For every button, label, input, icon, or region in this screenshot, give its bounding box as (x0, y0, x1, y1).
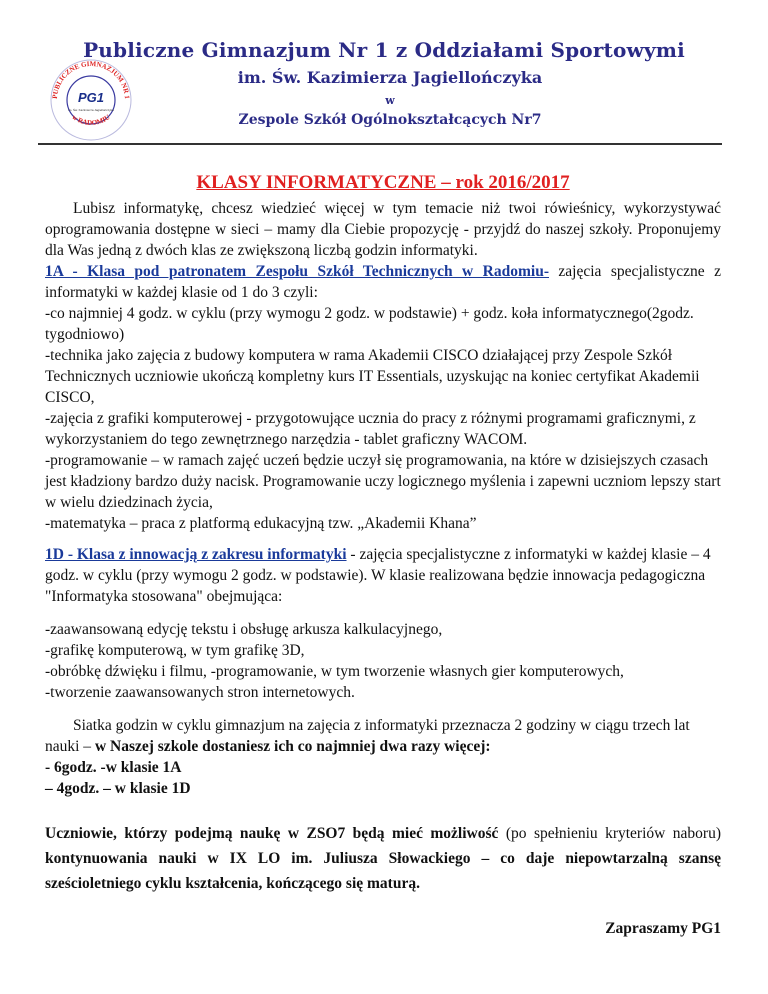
class-1d-link[interactable]: 1D - Klasa z innowacją z zakresu informatyki (45, 546, 347, 563)
class-1d-heading (45, 544, 721, 607)
logo-ring-bottom: w RADOMIU (70, 113, 112, 128)
final-paragraph (45, 821, 721, 896)
page-header (0, 0, 768, 150)
class-1d-item: -grafikę komputerową, w tym grafikę 3D, (45, 642, 305, 659)
class-1d-item: -obróbkę dźwięku i filmu, -programowanie, w tym tworzenie własnych gier komputerowych, (45, 663, 624, 680)
hours-bold: w Naszej szkole dostaniesz ich co najmniej dwa razy więcej: (94, 738, 491, 755)
hours-1d: – 4godz. – w klasie 1D (45, 780, 191, 797)
class-1a-text: zajęcia specjalistyczne z informatyki w każdej klasie od 1 do 3 czyli: (45, 263, 721, 301)
class-1d-text: - zajęcia specjalistyczne z informatyki w każdej klasie – 4 godz. w cyklu (przy wymogu 2 godz. w podstawie). W klasie realizowana będzie innowacja pedagogiczna "Informatyka stosowana" obejmująca: (45, 546, 711, 605)
class-1a-item: -co najmniej 4 godz. w cyklu (przy wymogu 2 godz. w podstawie) + godz. koła informatycznego(2godz. tygodniowo) (45, 305, 694, 343)
logo-center: PG1 (77, 90, 105, 105)
document-body (45, 172, 721, 938)
school-patron: im. Św. Kazimierza Jagiellończyka (237, 68, 543, 87)
class-1d-item: -zaawansowaną edycję tekstu i obsługę arkusza kalkulacyjnego, (45, 621, 443, 638)
hours-paragraph (45, 715, 721, 757)
class-1a-link[interactable]: 1A - Klasa pod patronatem Zespołu Szkół Technicznych w Radomiu- (45, 263, 549, 280)
class-1a-item: -technika jako zajęcia z budowy komputera w rama Akademii CISCO działającej przy Zespole Szkół Technicznych uczniowie ukończą kompletny kurs IT Essentials, uzyskując na koniec certyfikat Akademii CISCO, (45, 347, 700, 406)
class-1a-item: -matematyka – praca z platformą edukacyjną tzw. „Akademii Khana” (45, 515, 477, 532)
class-1a-heading (45, 261, 721, 303)
header-divider (38, 143, 722, 145)
signoff: Zapraszamy PG1 (605, 920, 721, 937)
intro-paragraph: Lubisz informatykę, chcesz wiedzieć więcej w tym temacie niż twoi rówieśnicy, wykorzystywać oprogramowania dostępne w sieci – mamy dla Ciebie propozycję - przyjdź do naszej szkoły. Proponujemy dla Was jedną z dwóch klas ze zwiększoną liczbą godzin informatyki. (45, 200, 721, 259)
final-bold-2: kontynuowania nauki w IX LO im. Juliusza Słowackiego – co daje niepowtarzalną szansę sześcioletniego cyklu kształcenia, kończącego się maturą. (45, 850, 721, 892)
hours-text: Siatka godzin w cyklu gimnazjum na zajęcia z informatyki przeznacza 2 godziny w ciągu trzech lat nauki – (45, 717, 690, 755)
school-name: Publiczne Gimnazjum Nr 1 z Oddziałami Sportowymi (83, 38, 685, 62)
school-complex: Zespole Szkół Ogólnokształcących Nr7 (238, 112, 542, 128)
class-1a-item: -programowanie – w ramach zajęć uczeń będzie uczył się programowania, na które w dzisiejszych czasach jest kładziony bardzo duży nacisk. Programowanie uczy logicznego myślenia i zapewni uczniom lepszy start w wielu dziedzinach życia, (45, 452, 721, 511)
logo-ring-top: PUBLICZNE GIMNAZJUM NR 1 (50, 59, 132, 100)
page-title: KLASY INFORMATYCZNE – rok 2016/2017 (196, 172, 570, 193)
school-logo (42, 58, 140, 142)
final-normal: (po spełnieniu kryteriów naboru) (498, 825, 721, 842)
class-1a-item: -zajęcia z grafiki komputerowej - przygotowujące ucznia do pracy z różnymi programami graficznymi, z wykorzystaniem do tego zewnętrznego narzędzia - tablet graficzny WACOM. (45, 410, 696, 448)
class-1d-item: -tworzenie zaawansowanych stron internetowych. (45, 684, 355, 701)
hours-1a: - 6godz. -w klasie 1A (45, 759, 182, 776)
school-in: w (385, 94, 395, 107)
logo-center-small: im. Św. Kazimierza Jagiellończyka (68, 108, 114, 112)
final-bold-1: Uczniowie, którzy podejmą naukę w ZSO7 będą mieć możliwość (45, 825, 499, 842)
